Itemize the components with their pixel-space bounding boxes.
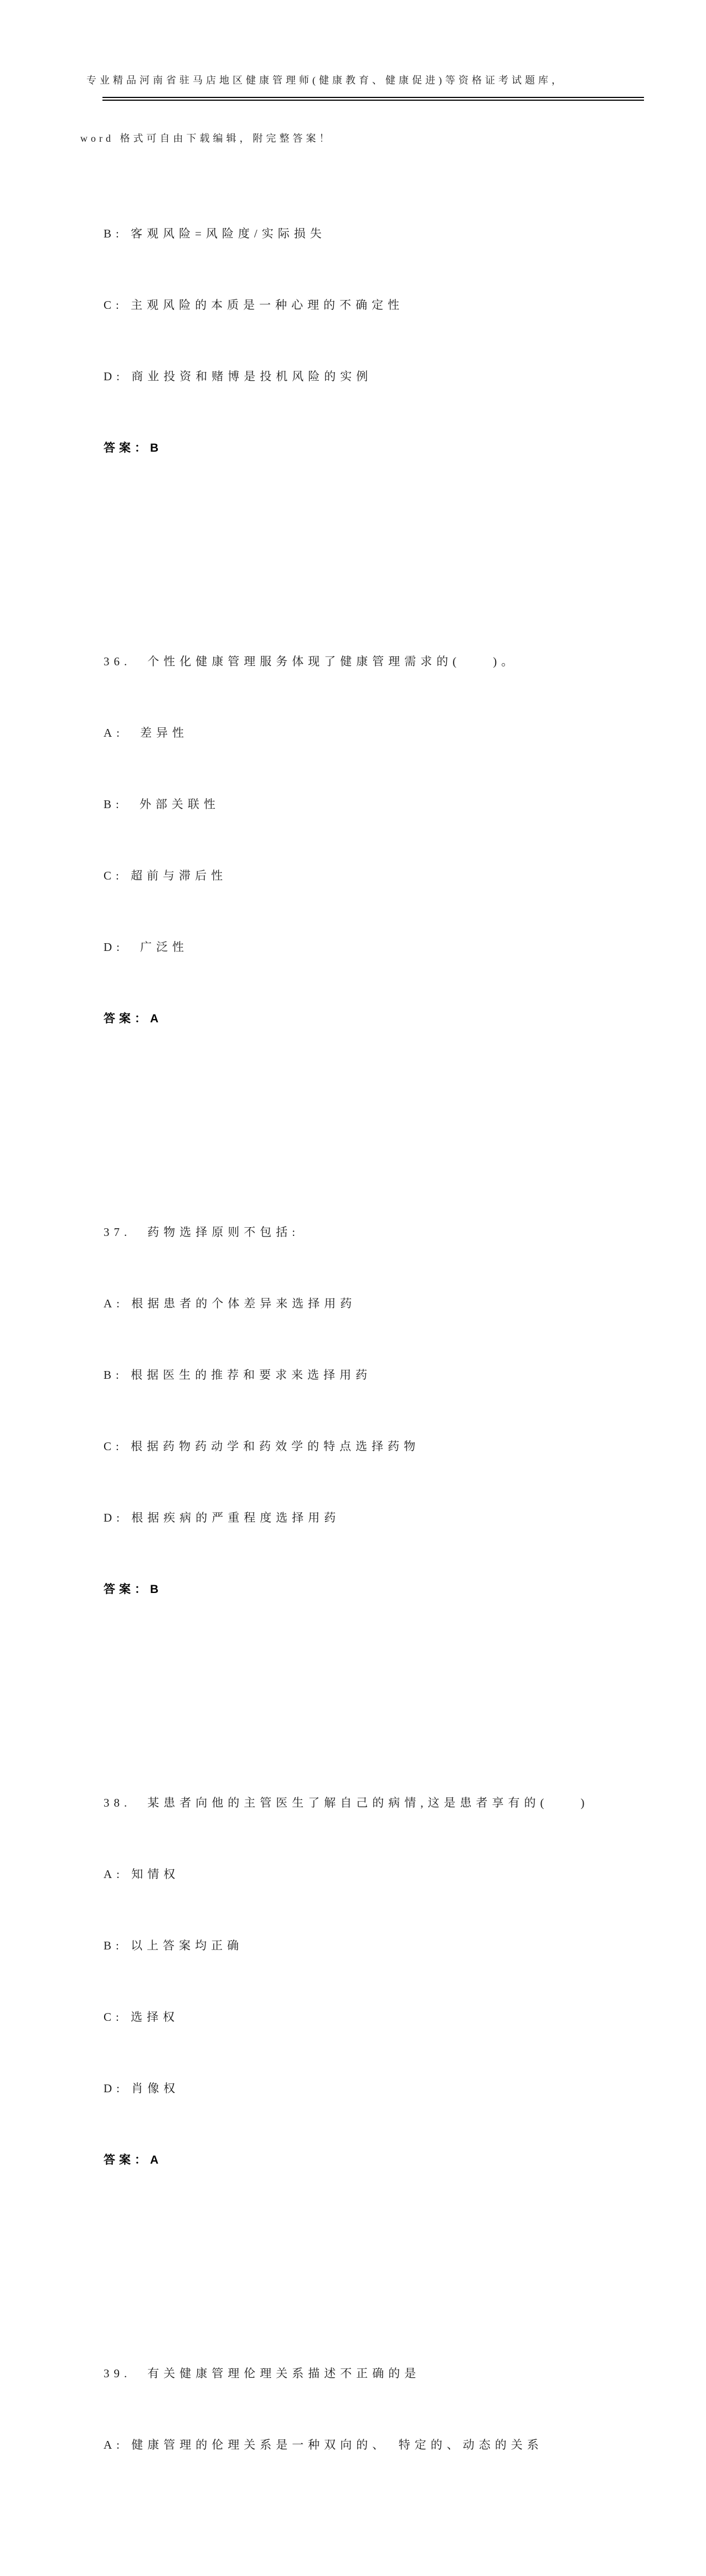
header-disclaimer-line1: 专业精品河南省驻马店地区健康管理师(健康教育、健康促进)等资格证考试题库， xyxy=(86,75,565,86)
question-37-option-a: A: 根据患者的个体差异来选择用药 xyxy=(104,1297,357,1310)
question-38-stem: 38. 某患者向他的主管医生了解自己的病情,这是患者享有的( ) xyxy=(104,1796,589,1809)
question-36-option-b: B: 外部关联性 xyxy=(104,798,220,811)
question-36-answer: 答案：A xyxy=(104,1012,163,1025)
question-37-option-c: C: 根据药物药动学和药效学的特点选择药物 xyxy=(104,1440,420,1453)
question-36-stem: 36. 个性化健康管理服务体现了健康管理需求的( )。 xyxy=(104,655,518,668)
question-38 xyxy=(104,1720,653,2220)
question-38-option-a: A: 知情权 xyxy=(104,1868,180,1881)
partial-question-option-b: B: 客观风险=风险度/实际损失 xyxy=(104,227,326,240)
partial-question-answer: 答案：B xyxy=(104,442,163,454)
header-divider xyxy=(102,97,644,101)
question-39 xyxy=(104,2291,653,2505)
question-38-option-b: B: 以上答案均正确 xyxy=(104,1939,244,1952)
question-37-option-d: D: 根据疾病的严重程度选择用药 xyxy=(104,1511,341,1524)
question-36 xyxy=(104,579,653,1078)
question-list xyxy=(104,103,653,2576)
question-39-option-a: A: 健康管理的伦理关系是一种双向的、 特定的、动态的关系 xyxy=(104,2438,543,2451)
question-39-stem: 39. 有关健康管理伦理关系描述不正确的是 xyxy=(104,2367,421,2380)
question-37-stem: 37. 药物选择原则不包括: xyxy=(104,1225,300,1239)
question-37-answer: 答案：B xyxy=(104,1583,163,1596)
partial-question xyxy=(104,174,653,508)
question-38-option-c: C: 选择权 xyxy=(104,2010,179,2024)
header-disclaimer-line2: word 格式可自由下载编辑，附完整答案！ xyxy=(80,133,333,144)
question-37 xyxy=(104,1150,653,1649)
question-37-option-b: B: 根据医生的推荐和要求来选择用药 xyxy=(104,1368,372,1382)
question-38-answer: 答案：A xyxy=(104,2154,163,2166)
question-38-option-d: D: 肖像权 xyxy=(104,2082,180,2095)
question-36-option-d: D: 广泛性 xyxy=(104,940,188,954)
partial-question-option-c: C: 主观风险的本质是一种心理的不确定性 xyxy=(104,298,404,312)
question-36-option-c: C: 超前与滞后性 xyxy=(104,869,228,882)
question-36-option-a: A: 差异性 xyxy=(104,726,188,739)
partial-question-option-d: D: 商业投资和赌博是投机风险的实例 xyxy=(104,370,373,383)
